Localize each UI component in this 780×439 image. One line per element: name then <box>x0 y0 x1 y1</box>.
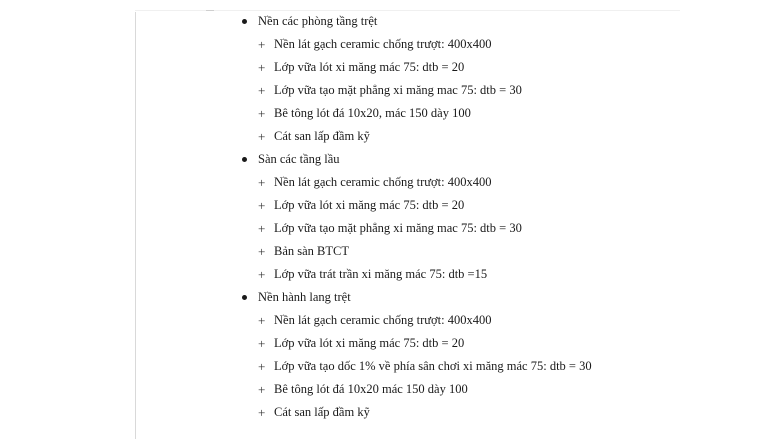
list-item-text: Cát san lấp đầm kỹ <box>274 129 370 143</box>
plus-icon: + <box>258 106 266 121</box>
section-ground-floor-rooms <box>238 10 678 148</box>
bullet-icon <box>242 157 247 162</box>
list-item-text: Bê tông lót đá 10x20, mác 150 dày 100 <box>274 106 471 120</box>
list-item <box>238 263 678 286</box>
plus-icon: + <box>258 336 266 351</box>
list-item-text: Bản sàn BTCT <box>274 244 349 258</box>
plus-icon: + <box>258 129 266 144</box>
bullet-icon <box>242 295 247 300</box>
plus-icon: + <box>258 382 266 397</box>
section-heading-text: Sàn các tầng lầu <box>258 152 340 166</box>
list-item <box>238 378 678 401</box>
list-item <box>238 102 678 125</box>
plus-icon: + <box>258 83 266 98</box>
plus-icon: + <box>258 405 266 420</box>
section-heading <box>238 286 678 309</box>
section-heading-text: Nền hành lang trệt <box>258 290 351 304</box>
section-ground-corridor <box>238 286 678 424</box>
list-item-text: Lớp vữa trát trần xi măng mác 75: dtb =15 <box>274 267 488 281</box>
list-item-text: Bê tông lót đá 10x20 mác 150 dày 100 <box>274 382 468 396</box>
plus-icon: + <box>258 60 266 75</box>
list-item <box>238 33 678 56</box>
list-item <box>238 401 678 424</box>
section-upper-floors <box>238 148 678 286</box>
list-item-text: Lớp vữa tạo dốc 1% về phía sân chơi xi măng mác 75: dtb = 30 <box>274 359 592 373</box>
plus-icon: + <box>258 244 266 259</box>
plus-icon: + <box>258 37 266 52</box>
list-item <box>238 194 678 217</box>
list-item-text: Lớp vữa lót xi măng mác 75: dtb = 20 <box>274 198 465 212</box>
plus-icon: + <box>258 313 266 328</box>
section-heading-text: Nền các phòng tầng trệt <box>258 14 378 28</box>
list-item <box>238 332 678 355</box>
list-item-text: Nền lát gạch ceramic chống trượt: 400x400 <box>274 313 492 327</box>
list-item-text: Nền lát gạch ceramic chống trượt: 400x400 <box>274 37 492 51</box>
list-item-text: Lớp vữa tạo mặt phẳng xi măng mac 75: dtb = 30 <box>274 83 522 97</box>
plus-icon: + <box>258 221 266 236</box>
list-item <box>238 56 678 79</box>
list-item <box>238 355 678 378</box>
section-heading <box>238 10 678 33</box>
bullet-icon <box>242 19 247 24</box>
page-left-edge <box>135 12 136 439</box>
section-heading <box>238 148 678 171</box>
list-item-text: Lớp vữa lót xi măng mác 75: dtb = 20 <box>274 60 465 74</box>
list-item <box>238 309 678 332</box>
plus-icon: + <box>258 267 266 282</box>
page-mark <box>206 10 214 11</box>
list-item-text: Cát san lấp đầm kỹ <box>274 405 370 419</box>
list-item-text: Lớp vữa tạo mặt phẳng xi măng mac 75: dtb = 30 <box>274 221 522 235</box>
list-item <box>238 125 678 148</box>
plus-icon: + <box>258 175 266 190</box>
plus-icon: + <box>258 359 266 374</box>
list-item <box>238 240 678 263</box>
plus-icon: + <box>258 198 266 213</box>
list-item <box>238 217 678 240</box>
list-item-text: Nền lát gạch ceramic chống trượt: 400x400 <box>274 175 492 189</box>
document-body <box>238 10 678 424</box>
list-item <box>238 171 678 194</box>
list-item-text: Lớp vữa lót xi măng mác 75: dtb = 20 <box>274 336 465 350</box>
list-item <box>238 79 678 102</box>
